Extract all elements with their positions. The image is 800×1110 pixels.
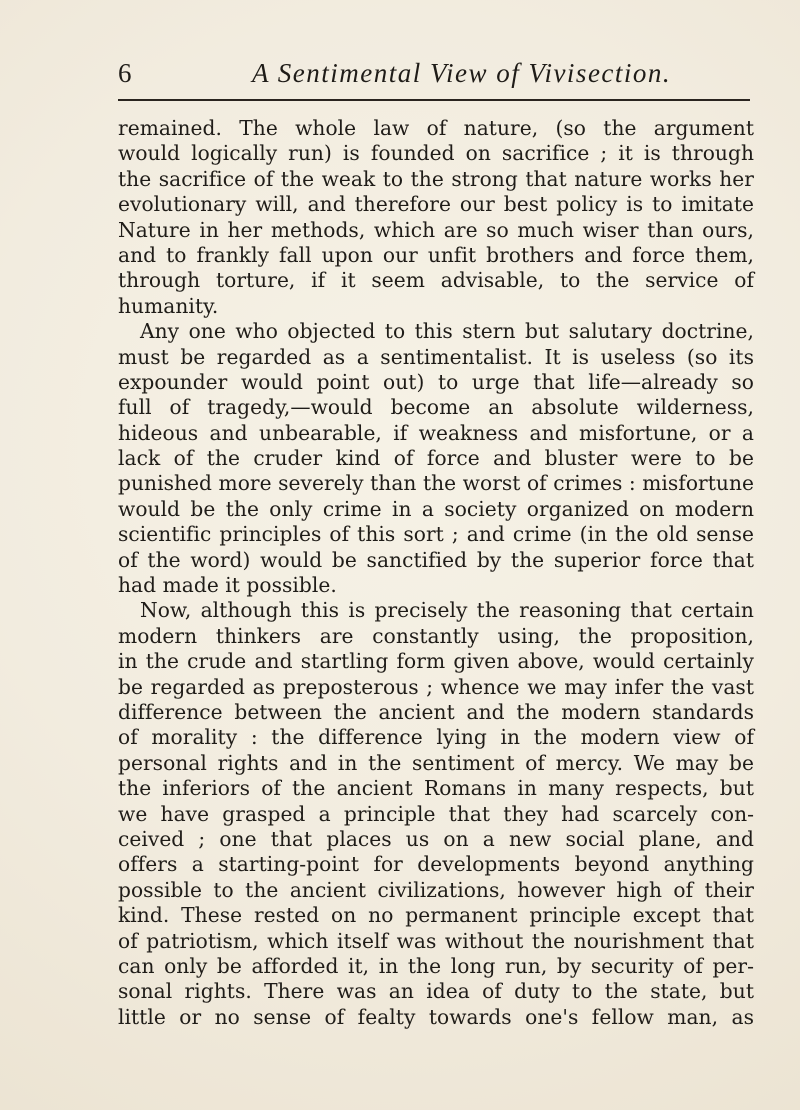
text-line: we have grasped a principle that they had scarcely con- xyxy=(118,801,754,826)
text-line: kind. These rested on no permanent principle except that xyxy=(118,903,754,928)
text-line: hideous and unbearable, if weakness and misfortune, or a xyxy=(118,420,754,445)
text-line: of the word) would be sanctified by the superior force that xyxy=(118,547,754,572)
page-header xyxy=(118,58,754,98)
text-line: evolutionary will, and therefore our best policy is to imitate xyxy=(118,192,754,217)
text-line: lack of the cruder kind of force and bluster were to be xyxy=(118,446,754,471)
text-line: punished more severely than the worst of crimes : misfortune xyxy=(118,471,754,496)
text-line: scientific principles of this sort ; and crime (in the old sense xyxy=(118,522,754,547)
header-rule xyxy=(118,99,750,101)
page-number: 6 xyxy=(118,58,133,88)
text-line: difference between the ancient and the modern standards xyxy=(118,699,754,724)
text-line: and to frankly fall upon our unfit brothers and force them, xyxy=(118,242,754,267)
text-line: remained. The whole law of nature, (so the argument xyxy=(118,116,754,140)
text-line: must be regarded as a sentimentalist. It is useless (so its xyxy=(118,344,754,369)
text-line: expounder would point out) to urge that life—already so xyxy=(118,369,754,394)
text-line: would be the only crime in a society organized on modern xyxy=(118,496,754,521)
text-line: little or no sense of fealty towards one's fellow man, as xyxy=(118,1004,754,1029)
text-line: ceived ; one that places us on a new social plane, and xyxy=(118,826,754,851)
text-line: the sacrifice of the weak to the strong that nature works her xyxy=(118,166,754,191)
text-line: personal rights and in the sentiment of mercy. We may be xyxy=(118,750,754,775)
text-line: of patriotism, which itself was without the nourishment that xyxy=(118,928,754,953)
text-line: Now, although this is precisely the reasoning that certain xyxy=(140,598,754,623)
text-line: Any one who objected to this stern but salutary doctrine, xyxy=(140,319,754,344)
text-line: modern thinkers are constantly using, the proposition, xyxy=(118,623,754,648)
text-line: Nature in her methods, which are so much wiser than ours, xyxy=(118,217,754,242)
text-line: the inferiors of the ancient Romans in many respects, but xyxy=(118,776,754,801)
text-line: would logically run) is founded on sacrifice ; it is through xyxy=(118,141,754,166)
text-line: humanity. xyxy=(118,293,219,318)
text-line: offers a starting-point for developments beyond anything xyxy=(118,852,754,877)
text-line: can only be afforded it, in the long run, by security of per- xyxy=(118,953,754,978)
text-line: sonal rights. There was an idea of duty to the state, but xyxy=(118,979,754,1004)
body-text xyxy=(118,116,754,1030)
text-line: full of tragedy,—would become an absolute wilderness, xyxy=(118,395,754,420)
text-line: in the crude and startling form given above, would certainly xyxy=(118,649,754,674)
text-line: had made it possible. xyxy=(118,573,337,598)
text-line: through torture, if it seem advisable, to the service of xyxy=(118,268,754,293)
running-title: A Sentimental View of Vivisection. xyxy=(252,58,672,88)
text-line: be regarded as preposterous ; whence we may infer the vast xyxy=(118,674,754,699)
text-line: possible to the ancient civilizations, however high of their xyxy=(118,877,754,902)
text-line: of morality : the difference lying in the modern view of xyxy=(118,725,754,750)
